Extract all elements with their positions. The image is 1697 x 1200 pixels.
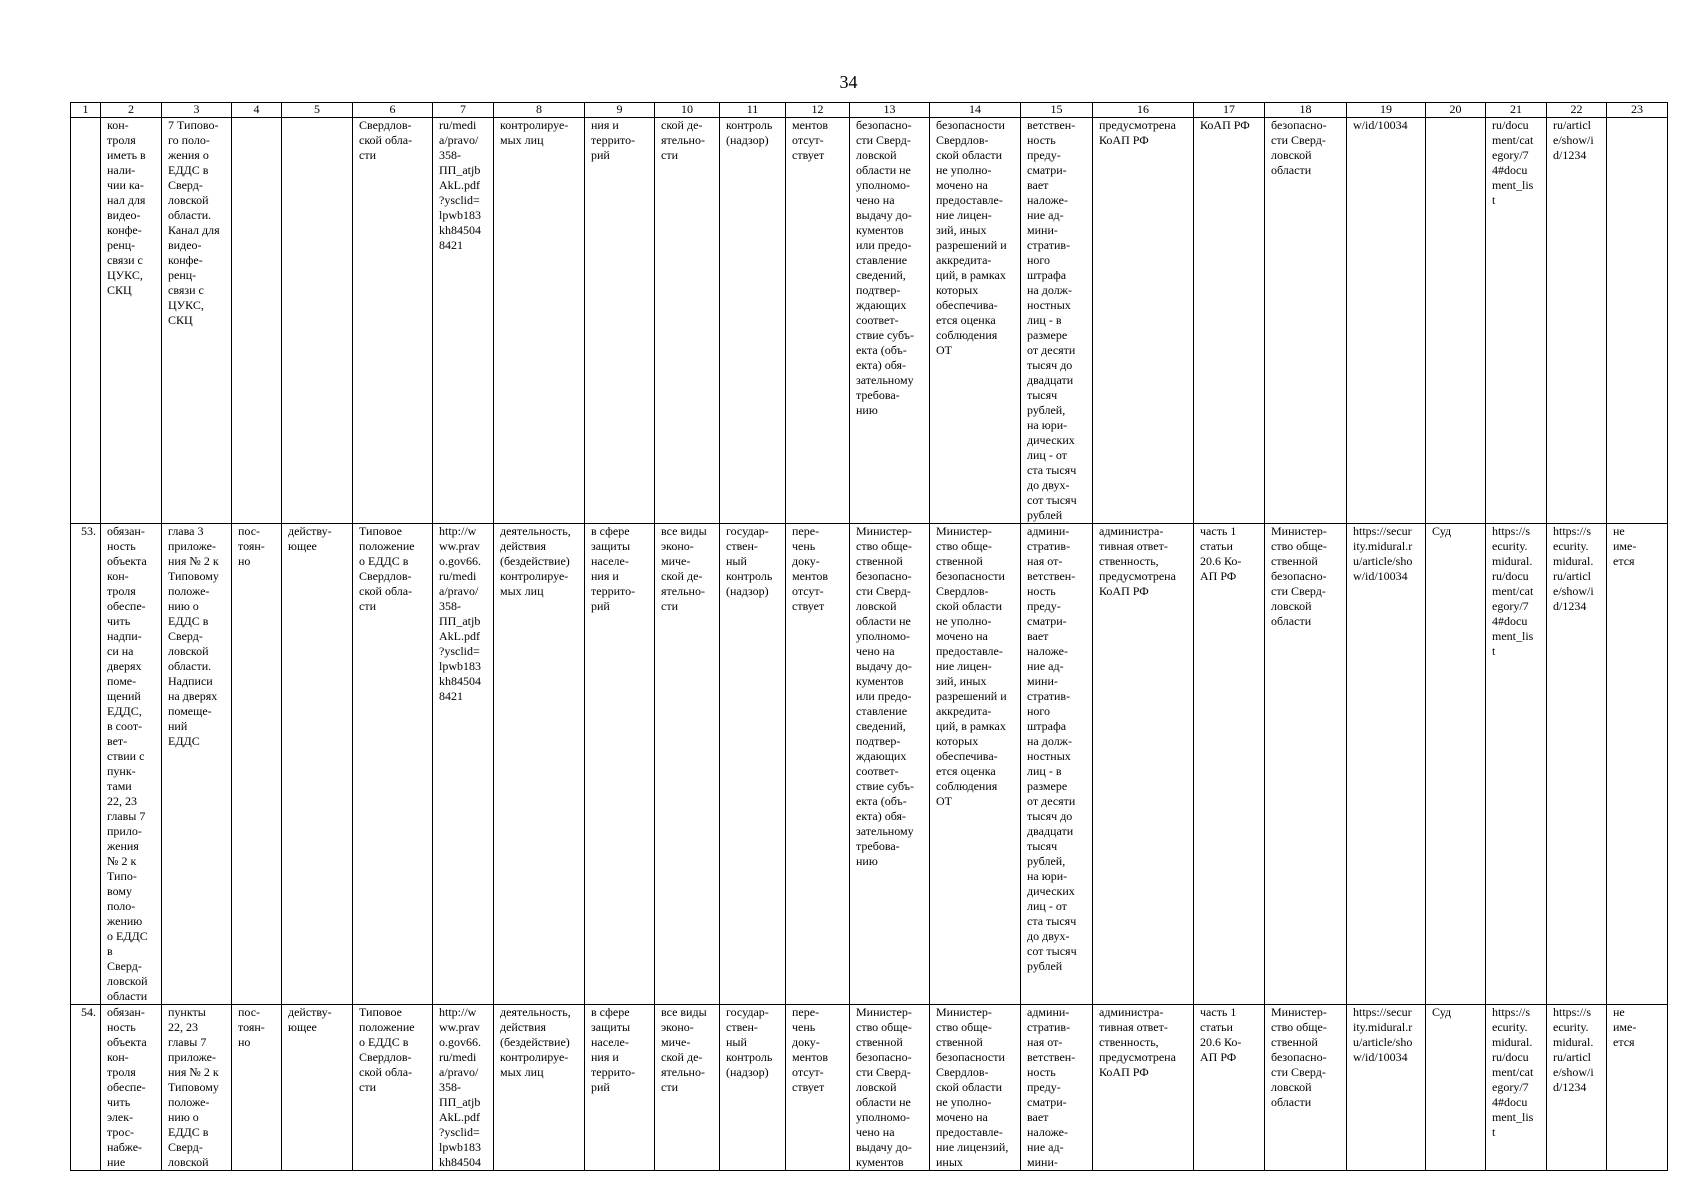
- table-cell: пункты 22, 23 главы 7 приложе- ния № 2 к Типовому положе- нию о ЕДДС в Сверд- ловской: [162, 1005, 232, 1171]
- table-cell: Министер- ство обще- ственной безопасности Свердлов- ской области не уполно- мочено на предоставле- ние лицен- зий, иных разрешений и аккредита- ций, в рамках которых обеспечива- ется оценка соблюдения ОТ: [930, 524, 1021, 1005]
- table-cell: Свердлов- ской обла- сти: [353, 118, 433, 524]
- column-header: 9: [585, 103, 655, 118]
- table-cell: государ- ствен- ный контроль (надзор): [720, 1005, 786, 1171]
- column-header: 2: [101, 103, 162, 118]
- table-cell: Типовое положение о ЕДДС в Свердлов- ской обла- сти: [353, 524, 433, 1005]
- column-header: 12: [786, 103, 850, 118]
- table-cell: администра- тивная ответ- ственность, предусмотрена КоАП РФ: [1093, 524, 1194, 1005]
- table-cell: пере- чень доку- ментов отсут- ствует: [786, 1005, 850, 1171]
- table-cell: безопасно- сти Сверд- ловской области: [1265, 118, 1347, 524]
- table-cell: часть 1 статьи 20.6 Ко- АП РФ: [1194, 1005, 1265, 1171]
- table-cell: в сфере защиты населе- ния и террито- рий: [585, 524, 655, 1005]
- column-header: 15: [1021, 103, 1093, 118]
- column-header: 17: [1194, 103, 1265, 118]
- table-cell: [1426, 118, 1486, 524]
- table-cell: не име- ется: [1607, 1005, 1668, 1171]
- table-row: [71, 524, 1668, 1005]
- table-cell: не име- ется: [1607, 524, 1668, 1005]
- column-header: 20: [1426, 103, 1486, 118]
- column-header: 4: [232, 103, 282, 118]
- table-cell: обязан- ность объекта кон- троля обеспе- чить элек- трос- набже- ние: [101, 1005, 162, 1171]
- table-cell: часть 1 статьи 20.6 Ко- АП РФ: [1194, 524, 1265, 1005]
- table-cell: пере- чень доку- ментов отсут- ствует: [786, 524, 850, 1005]
- table-cell: ментов отсут- ствует: [786, 118, 850, 524]
- table-cell: Суд: [1426, 1005, 1486, 1171]
- table-cell: Суд: [1426, 524, 1486, 1005]
- table-cell: все виды эконо- миче- ской де- ятельно- сти: [655, 524, 720, 1005]
- table-cell: Типовое положение о ЕДДС в Свердлов- ской обла- сти: [353, 1005, 433, 1171]
- column-header: 11: [720, 103, 786, 118]
- column-header: 7: [433, 103, 494, 118]
- table-cell: КоАП РФ: [1194, 118, 1265, 524]
- table-cell: 7 Типово- го поло- жения о ЕДДС в Сверд- ловской области. Канал для видео- конфе- ренц- связи с ЦУКС, СКЦ: [162, 118, 232, 524]
- table-cell: деятельность, действия (бездействие) контролируе- мых лиц: [494, 1005, 585, 1171]
- table-cell: ветствен- ность преду- сматри- вает наложе- ние ад- мини- стратив- ного штрафа на долж- ностных лиц - в размере от десяти тысяч до двадцати тысяч рублей, на юри- дических лиц - от ста тысяч до двух- сот тысяч рублей: [1021, 118, 1093, 524]
- table-row: [71, 1005, 1668, 1171]
- column-header: 8: [494, 103, 585, 118]
- table-cell: w/id/10034: [1347, 118, 1426, 524]
- table-cell: ru/articl e/show/i d/1234: [1547, 118, 1607, 524]
- table-row: [71, 118, 1668, 524]
- table-cell: https://s ecurity. midural. ru/docu ment/cat egory/7 4#docu ment_lis t: [1486, 1005, 1547, 1171]
- table-cell: в сфере защиты населе- ния и террито- рий: [585, 1005, 655, 1171]
- table-cell: [282, 118, 353, 524]
- table-cell: https://s ecurity. midural. ru/docu ment/cat egory/7 4#docu ment_lis t: [1486, 524, 1547, 1005]
- table-cell: действу- ющее: [282, 1005, 353, 1171]
- table-cell: контроль (надзор): [720, 118, 786, 524]
- table-cell: безопасно- сти Сверд- ловской области не уполномо- чено на выдачу до- кументов или предо- ставление сведений, подтвер- ждающих соответ- ствие субъ- екта (объ- екта) обя- зательному требова- нию: [850, 118, 930, 524]
- table-cell: обязан- ность объекта кон- троля обеспе- чить надпи- си на дверях поме- щений ЕДДС, в соот- вет- ствии с пунк- тами 22, 23 главы 7 прило- жения № 2 к Типо- вому поло- жению о ЕДДС в Сверд- ловской области: [101, 524, 162, 1005]
- column-header: 10: [655, 103, 720, 118]
- table-cell: https://secur ity.midural.r u/article/sho w/id/10034: [1347, 524, 1426, 1005]
- column-header: 18: [1265, 103, 1347, 118]
- table-cell: https://s ecurity. midural. ru/articl e/show/i d/1234: [1547, 1005, 1607, 1171]
- table-cell: все виды эконо- миче- ской де- ятельно- сти: [655, 1005, 720, 1171]
- table-cell: ской де- ятельно- сти: [655, 118, 720, 524]
- table-cell: Министер- ство обще- ственной безопасно- сти Сверд- ловской области не уполномо- чено на выдачу до- кументов или предо- ставление сведений, подтвер- ждающих соответ- ствие субъ- екта (объ- екта) обя- зательному требова- нию: [850, 524, 930, 1005]
- table-cell: [232, 118, 282, 524]
- table-cell: http://w ww.prav o.gov66. ru/medi a/pravo/ 358- ПП_atjb AkL.pdf ?ysclid= lpwb183 kh84504 8421: [433, 524, 494, 1005]
- table-cell: [71, 118, 101, 524]
- column-header: 5: [282, 103, 353, 118]
- table-cell: 53.: [71, 524, 101, 1005]
- table-cell: https://s ecurity. midural. ru/articl e/show/i d/1234: [1547, 524, 1607, 1005]
- table-cell: государ- ствен- ный контроль (надзор): [720, 524, 786, 1005]
- column-header: 1: [71, 103, 101, 118]
- column-header: 13: [850, 103, 930, 118]
- table-cell: пос- тоян- но: [232, 524, 282, 1005]
- column-number-header-row: [71, 103, 1668, 118]
- table-cell: глава 3 приложе- ния № 2 к Типовому положе- нию о ЕДДС в Сверд- ловской области. Надписи на дверях помеще- ний ЕДДС: [162, 524, 232, 1005]
- table-cell: предусмотрена КоАП РФ: [1093, 118, 1194, 524]
- column-header: 16: [1093, 103, 1194, 118]
- column-header: 21: [1486, 103, 1547, 118]
- column-header: 14: [930, 103, 1021, 118]
- table-cell: контролируе- мых лиц: [494, 118, 585, 524]
- page-number: 34: [839, 72, 858, 92]
- table-cell: https://secur ity.midural.r u/article/sho w/id/10034: [1347, 1005, 1426, 1171]
- table-cell: админи- стратив- ная от- ветствен- ность преду- сматри- вает наложе- ние ад- мини- стратив- ного штрафа на долж- ностных лиц - в размере от десяти тысяч до двадцати тысяч рублей, на юри- дических лиц - от ста тысяч до двух- сот тысяч рублей: [1021, 524, 1093, 1005]
- register-table: [70, 102, 1668, 1171]
- table-cell: [1607, 118, 1668, 524]
- table-cell: пос- тоян- но: [232, 1005, 282, 1171]
- table-cell: Министер- ство обще- ственной безопасно- сти Сверд- ловской области: [1265, 1005, 1347, 1171]
- table-cell: 54.: [71, 1005, 101, 1171]
- table-cell: http://w ww.prav o.gov66. ru/medi a/pravo/ 358- ПП_atjb AkL.pdf ?ysclid= lpwb183 kh84504: [433, 1005, 494, 1171]
- column-header: 19: [1347, 103, 1426, 118]
- table-cell: ния и террито- рий: [585, 118, 655, 524]
- column-header: 22: [1547, 103, 1607, 118]
- table-cell: админи- стратив- ная от- ветствен- ность преду- сматри- вает наложе- ние ад- мини-: [1021, 1005, 1093, 1171]
- table-cell: безопасности Свердлов- ской области не уполно- мочено на предоставле- ние лицен- зий, иных разрешений и аккредита- ций, в рамках которых обеспечива- ется оценка соблюдения ОТ: [930, 118, 1021, 524]
- table-cell: Министер- ство обще- ственной безопасно- сти Сверд- ловской области: [1265, 524, 1347, 1005]
- table-cell: кон- троля иметь в нали- чии ка- нал для видео- конфе- ренц- связи с ЦУКС, СКЦ: [101, 118, 162, 524]
- table-cell: деятельность, действия (бездействие) контролируе- мых лиц: [494, 524, 585, 1005]
- column-header: 6: [353, 103, 433, 118]
- table-cell: ru/medi a/pravo/ 358- ПП_atjb AkL.pdf ?ysclid= lpwb183 kh84504 8421: [433, 118, 494, 524]
- column-header: 3: [162, 103, 232, 118]
- table-cell: Министер- ство обще- ственной безопасно- сти Сверд- ловской области не уполномо- чено на выдачу до- кументов: [850, 1005, 930, 1171]
- column-header: 23: [1607, 103, 1668, 118]
- table-cell: действу- ющее: [282, 524, 353, 1005]
- table-cell: ru/docu ment/cat egory/7 4#docu ment_lis t: [1486, 118, 1547, 524]
- table-cell: Министер- ство обще- ственной безопасности Свердлов- ской области не уполно- мочено на предоставле- ние лицензий, иных: [930, 1005, 1021, 1171]
- table-cell: администра- тивная ответ- ственность, предусмотрена КоАП РФ: [1093, 1005, 1194, 1171]
